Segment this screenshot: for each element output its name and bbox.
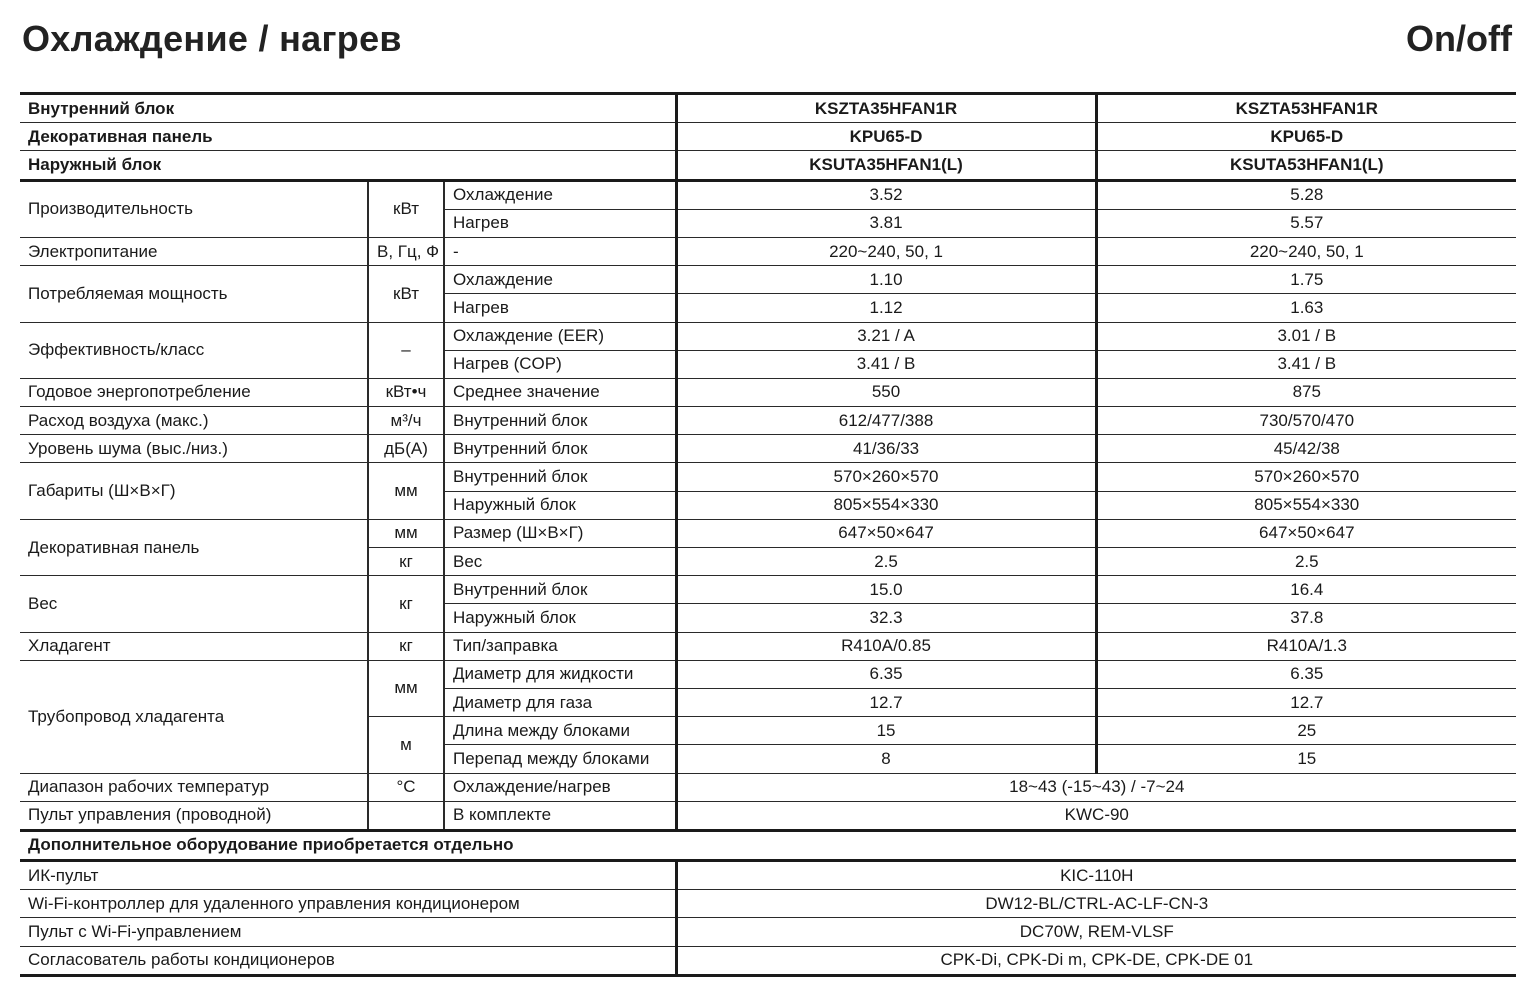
- value-shared-cell: KWC-90: [676, 801, 1516, 830]
- value-a-cell: 12.7: [676, 688, 1096, 716]
- table-row: [20, 463, 1516, 491]
- unit-cell: кВт: [368, 266, 444, 322]
- sub-label: Внутренний блок: [444, 435, 676, 463]
- unit-cell: °С: [368, 773, 444, 801]
- table-row: [20, 151, 1516, 180]
- unit-cell: м³/ч: [368, 407, 444, 435]
- value-a-cell: 1.10: [676, 266, 1096, 294]
- option-label: Wi-Fi-контроллер для удаленного управления кондиционером: [20, 890, 676, 918]
- value-b-cell: 1.63: [1096, 294, 1516, 322]
- value-a-cell: 32.3: [676, 604, 1096, 632]
- page-title: Охлаждение / нагрев: [22, 18, 402, 59]
- unit-cell: –: [368, 322, 444, 378]
- value-a-cell: 6.35: [676, 660, 1096, 688]
- param-label: Трубопровод хладагента: [20, 660, 368, 773]
- value-b-cell: 45/42/38: [1096, 435, 1516, 463]
- param-label: Диапазон рабочих температур: [20, 773, 368, 801]
- param-label: Габариты (Ш×В×Г): [20, 463, 368, 519]
- table-row: [20, 519, 1516, 547]
- table-row: [20, 237, 1516, 265]
- sub-label: Диаметр для газа: [444, 688, 676, 716]
- value-a-cell: 3.21 / A: [676, 322, 1096, 350]
- sub-label: -: [444, 237, 676, 265]
- section-heading-row: [20, 830, 1516, 860]
- value-a-cell: 15.0: [676, 576, 1096, 604]
- value-a-cell: 8: [676, 745, 1096, 773]
- unit-cell: кг: [368, 548, 444, 576]
- option-value: DC70W, REM-VLSF: [676, 918, 1516, 946]
- table-row: [20, 918, 1516, 946]
- value-b-cell: 12.7: [1096, 688, 1516, 716]
- table-row: [20, 435, 1516, 463]
- value-b-cell: R410A/1.3: [1096, 632, 1516, 660]
- value-b-cell: 5.57: [1096, 209, 1516, 237]
- param-label: Декоративная панель: [20, 519, 368, 575]
- param-label: Расход воздуха (макс.): [20, 407, 368, 435]
- model-a-cell: KSUTA35HFAN1(L): [676, 151, 1096, 180]
- section-heading: Дополнительное оборудование приобретается отдельно: [20, 830, 1516, 860]
- sub-label: В комплекте: [444, 801, 676, 830]
- value-b-cell: 37.8: [1096, 604, 1516, 632]
- value-b-cell: 2.5: [1096, 548, 1516, 576]
- value-a-cell: 3.41 / B: [676, 350, 1096, 378]
- sub-label: Наружный блок: [444, 604, 676, 632]
- param-label: Производительность: [20, 180, 368, 237]
- unit-cell: кВт: [368, 180, 444, 237]
- value-a-cell: 220~240, 50, 1: [676, 237, 1096, 265]
- param-label: Электропитание: [20, 237, 368, 265]
- sub-label: Охлаждение: [444, 180, 676, 209]
- param-label: Уровень шума (выс./низ.): [20, 435, 368, 463]
- unit-cell: В, Гц, Ф: [368, 237, 444, 265]
- unit-cell: мм: [368, 519, 444, 547]
- value-a-cell: 2.5: [676, 548, 1096, 576]
- unit-cell: [368, 801, 444, 830]
- table-row: [20, 266, 1516, 294]
- header-label: Декоративная панель: [20, 123, 676, 151]
- sub-label: Наружный блок: [444, 491, 676, 519]
- value-a-cell: 41/36/33: [676, 435, 1096, 463]
- value-a-cell: 647×50×647: [676, 519, 1096, 547]
- value-a-cell: 3.52: [676, 180, 1096, 209]
- table-row: [20, 946, 1516, 975]
- param-label: Годовое энергопотребление: [20, 378, 368, 406]
- option-value: DW12-BL/CTRL-AC-LF-CN-3: [676, 890, 1516, 918]
- value-a-cell: 3.81: [676, 209, 1096, 237]
- sub-label: Охлаждение/нагрев: [444, 773, 676, 801]
- page-subtitle: On/off: [1406, 18, 1512, 59]
- sub-label: Среднее значение: [444, 378, 676, 406]
- table-row: [20, 576, 1516, 604]
- value-b-cell: 647×50×647: [1096, 519, 1516, 547]
- value-b-cell: 3.01 / B: [1096, 322, 1516, 350]
- value-a-cell: 612/477/388: [676, 407, 1096, 435]
- value-a-cell: 805×554×330: [676, 491, 1096, 519]
- spec-table: [20, 92, 1516, 977]
- table-row: [20, 890, 1516, 918]
- unit-cell: мм: [368, 660, 444, 716]
- sub-label: Нагрев: [444, 294, 676, 322]
- unit-cell: кВт•ч: [368, 378, 444, 406]
- value-a-cell: 550: [676, 378, 1096, 406]
- sub-label: Внутренний блок: [444, 576, 676, 604]
- param-label: Хладагент: [20, 632, 368, 660]
- model-a-cell: KSZTA35HFAN1R: [676, 94, 1096, 123]
- sub-label: Перепад между блоками: [444, 745, 676, 773]
- value-a-cell: R410A/0.85: [676, 632, 1096, 660]
- sub-label: Охлаждение: [444, 266, 676, 294]
- value-b-cell: 805×554×330: [1096, 491, 1516, 519]
- table-row: [20, 407, 1516, 435]
- table-row: [20, 123, 1516, 151]
- sub-label: Нагрев: [444, 209, 676, 237]
- sub-label: Размер (Ш×В×Г): [444, 519, 676, 547]
- table-row: [20, 660, 1516, 688]
- unit-cell: мм: [368, 463, 444, 519]
- table-row: [20, 180, 1516, 209]
- param-label: Эффективность/класс: [20, 322, 368, 378]
- sub-label: Тип/заправка: [444, 632, 676, 660]
- param-label: Потребляемая мощность: [20, 266, 368, 322]
- value-a-cell: 570×260×570: [676, 463, 1096, 491]
- model-a-cell: KPU65-D: [676, 123, 1096, 151]
- table-row: [20, 378, 1516, 406]
- unit-cell: дБ(А): [368, 435, 444, 463]
- model-b-cell: KSUTA53HFAN1(L): [1096, 151, 1516, 180]
- value-b-cell: 5.28: [1096, 180, 1516, 209]
- param-label: Пульт управления (проводной): [20, 801, 368, 830]
- value-shared-cell: 18~43 (-15~43) / -7~24: [676, 773, 1516, 801]
- table-row: [20, 322, 1516, 350]
- value-a-cell: 15: [676, 717, 1096, 745]
- unit-cell: кг: [368, 632, 444, 660]
- option-label: Согласователь работы кондиционеров: [20, 946, 676, 975]
- model-b-cell: KPU65-D: [1096, 123, 1516, 151]
- table-row: [20, 801, 1516, 830]
- value-b-cell: 1.75: [1096, 266, 1516, 294]
- sub-label: Внутренний блок: [444, 463, 676, 491]
- option-value: CPK-Di, CPK-Di m, CPK-DE, CPK-DE 01: [676, 946, 1516, 975]
- param-label: Вес: [20, 576, 368, 632]
- table-row: [20, 632, 1516, 660]
- value-b-cell: 220~240, 50, 1: [1096, 237, 1516, 265]
- value-b-cell: 15: [1096, 745, 1516, 773]
- sub-label: Диаметр для жидкости: [444, 660, 676, 688]
- value-b-cell: 25: [1096, 717, 1516, 745]
- option-label: Пульт с Wi-Fi-управлением: [20, 918, 676, 946]
- unit-cell: м: [368, 717, 444, 773]
- value-b-cell: 3.41 / B: [1096, 350, 1516, 378]
- unit-cell: кг: [368, 576, 444, 632]
- table-row: [20, 94, 1516, 123]
- model-b-cell: KSZTA53HFAN1R: [1096, 94, 1516, 123]
- sub-label: Нагрев (COP): [444, 350, 676, 378]
- value-a-cell: 1.12: [676, 294, 1096, 322]
- sub-label: Вес: [444, 548, 676, 576]
- value-b-cell: 6.35: [1096, 660, 1516, 688]
- sub-label: Внутренний блок: [444, 407, 676, 435]
- table-row: [20, 773, 1516, 801]
- table-row: [20, 861, 1516, 890]
- sub-label: Охлаждение (EER): [444, 322, 676, 350]
- value-b-cell: 875: [1096, 378, 1516, 406]
- option-label: ИК-пульт: [20, 861, 676, 890]
- value-b-cell: 730/570/470: [1096, 407, 1516, 435]
- sub-label: Длина между блоками: [444, 717, 676, 745]
- option-value: KIC-110H: [676, 861, 1516, 890]
- header-label: Внутренний блок: [20, 94, 676, 123]
- value-b-cell: 570×260×570: [1096, 463, 1516, 491]
- header-label: Наружный блок: [20, 151, 676, 180]
- value-b-cell: 16.4: [1096, 576, 1516, 604]
